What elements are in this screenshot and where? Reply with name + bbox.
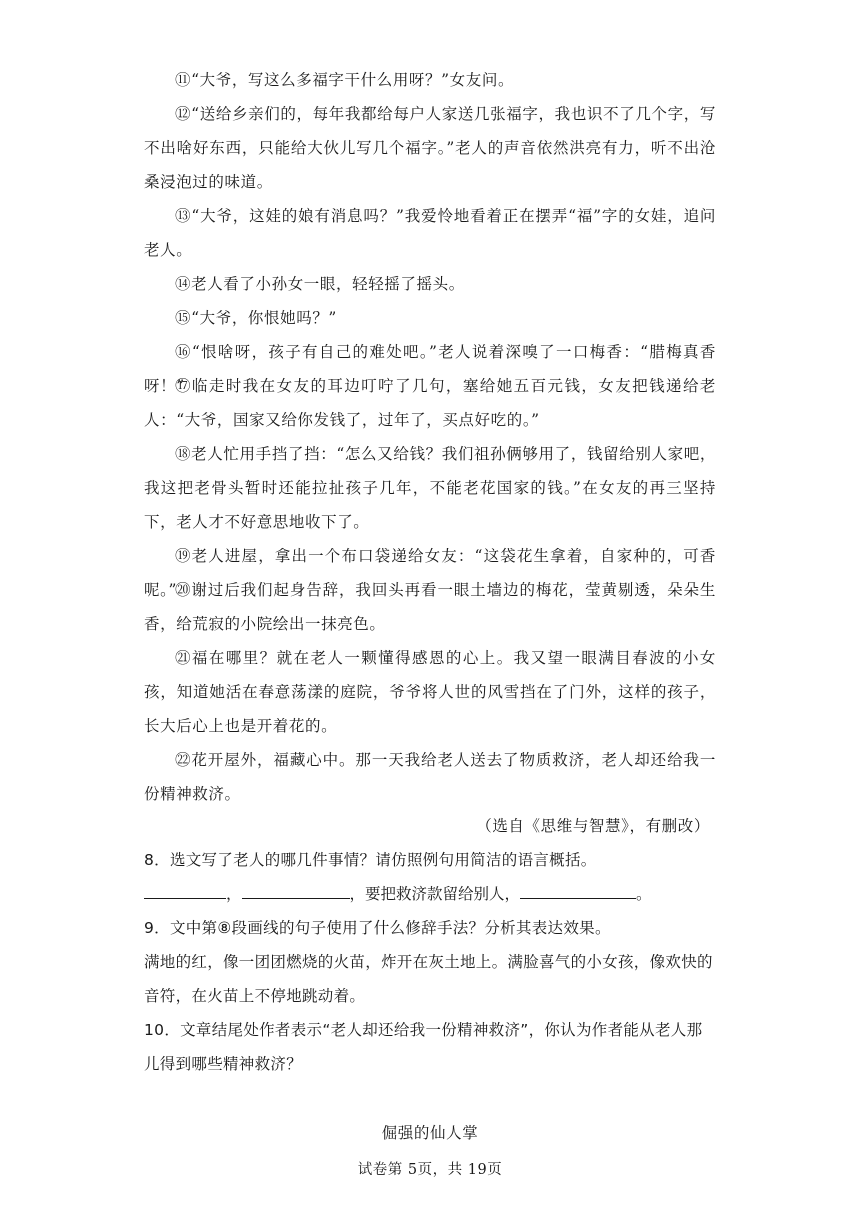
answer-blank-3[interactable] — [520, 878, 636, 899]
paragraph-21: ㉑福在哪里？就在老人一颗懂得感恩的心上。我又望一眼满目春波的小女孩，知道她活在春意荡漾的庭院，爷爷将人世的风雪挡在了门外，这样的孩子，长大后心上也是开着花的。 — [144, 649, 716, 735]
question-10: 10．文章结尾处作者表示“老人却还给我一份精神救济”，你认为作者能从老人那儿得到哪些精神救济？ — [144, 1021, 703, 1073]
paragraph-13: ⑬“大爷，这娃的娘有消息吗？”我爱怜地看着正在摆弄“福”字的女娃，追问老人。 — [144, 207, 716, 259]
question-8: 8．选文写了老人的哪几件事情？请仿照例句用简洁的语言概括。 — [144, 851, 597, 869]
answer-blank-2[interactable] — [242, 878, 350, 899]
page-footer: 试卷第 5页，共 19页 — [357, 1162, 503, 1178]
paragraph-15: ⑮“大爷，你恨她吗？” — [175, 309, 337, 327]
question-9: 9．文中第⑧段画线的句子使用了什么修辞手法？分析其表达效果。 — [144, 919, 611, 937]
example-answer: ，要把救济款留给别人， — [349, 885, 521, 903]
paragraph-12: ⑫“送给乡亲们的，每年我都给每户人家送几张福字，我也识不了几个字，写不出啥好东西，只能给大伙儿写几个福字。”老人的声音依然洪亮有力，听不出沧桑浸泡过的味道。 — [144, 105, 716, 191]
paragraph-16: ⑯“恨啥呀，孩子有自己的难处吧。”老人说着深嗅了一口梅香：“腊梅真香呀！” — [144, 343, 716, 395]
blank-end: 。 — [636, 885, 652, 903]
paragraph-22: ㉒花开屋外，福藏心中。那一天我给老人送去了物质救济，老人却还给我一份精神救济。 — [144, 751, 716, 803]
question-9-quote: 满地的红，像一团团燃烧的火苗，炸开在灰土地上。满脸喜气的小女孩，像欢快的音符，在火苗上不停地跳动着。 — [144, 953, 713, 1005]
source-citation: （选自《思维与智慧》，有删改） — [476, 817, 710, 835]
blank-separator: ， — [226, 885, 242, 903]
answer-blank-1[interactable] — [144, 878, 226, 899]
paragraph-19: ⑲老人进屋，拿出一个布口袋递给女友：“这袋花生拿着，自家种的，可香呢。” — [144, 547, 716, 599]
next-article-title: 倔强的仙人掌 — [381, 1124, 479, 1142]
paragraph-17: ⑰临走时我在女友的耳边叮咛了几句，塞给她五百元钱，女友把钱递给老人：“大爷，国家又给你发钱了，过年了，买点好吃的。” — [144, 377, 716, 429]
paragraph-14: ⑭老人看了小孙女一眼，轻轻摇了摇头。 — [175, 275, 465, 293]
question-8-answer-line — [144, 877, 652, 911]
paragraph-18: ⑱老人忙用手挡了挡：“怎么又给钱？我们祖孙俩够用了，钱留给别人家吧，我这把老骨头暂时还能拉扯孩子几年，不能老花国家的钱。”在女友的再三坚持下，老人才不好意思地收下了。 — [144, 445, 716, 531]
paragraph-11: ⑪“大爷，写这么多福字干什么用呀？”女友问。 — [175, 71, 515, 89]
paragraph-20: ⑳谢过后我们起身告辞，我回头再看一眼土墙边的梅花，莹黄剔透，朵朵生香，给荒寂的小院绘出一抹亮色。 — [144, 581, 716, 633]
